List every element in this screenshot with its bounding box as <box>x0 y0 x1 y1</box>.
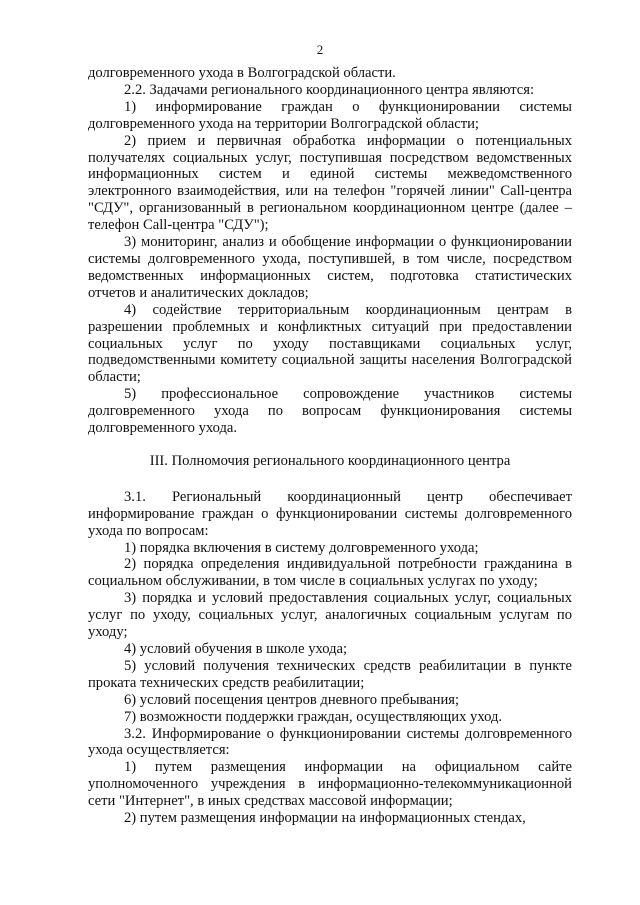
paragraph: 3) порядка и условий предоставления социальных услуг, социальных услуг по уходу, социальных услуг, аналогичных социальным услугам по уходу; <box>88 590 572 641</box>
paragraph: долговременного ухода в Волгоградской области. <box>88 65 396 81</box>
paragraph: 3.2. Информирование о функционировании системы долговременного ухода осуществляется: <box>88 725 572 759</box>
paragraph: 2) путем размещения информации на информационных стендах, <box>124 810 526 827</box>
paragraph: 2) прием и первичная обработка информации о потенциальных получателях социальных услуг, поступившая посредством ведомственных информационных систем и единой системы межведомственного электронного взаимодействия, или на телефон "горячей линии" Call-центра "СДУ", организованный в региональном координационном центре (далее – телефон Call-центра "СДУ"); <box>88 132 572 234</box>
paragraph: 2) порядка определения индивидуальной потребности гражданина в социальном обслуживании, в том числе в социальных услугах по уходу; <box>88 556 572 590</box>
paragraph: 1) порядка включения в систему долговременного ухода; <box>124 539 479 556</box>
paragraph: 5) условий получения технических средств реабилитации в пункте проката технических средств реабилитации; <box>88 657 572 691</box>
paragraph: 4) содействие территориальным координационным центрам в разрешении проблемных и конфликтных ситуаций при предоставлении социальных услуг по уходу поставщиками социальных услуг, подведомственными комитету социальной защиты населения Волгоградской области; <box>88 301 572 386</box>
paragraph: 4) условий обучения в школе ухода; <box>124 641 348 657</box>
paragraph: 6) условий посещения центров дневного пребывания; <box>124 691 460 708</box>
paragraph: 5) профессиональное сопровождение участников системы долговременного ухода по вопросам функционирования системы долговременного ухода. <box>88 386 572 437</box>
paragraph: 1) путем размещения информации на официальном сайте уполномоченного учреждения в информационно-телекоммуникационной сети "Интернет", в иных средствах массовой информации; <box>88 759 572 810</box>
paragraph: 3) мониторинг, анализ и обобщение информации о функционировании системы долговременного ухода, поступившей, в том числе, посредством ведомственных информационных систем, подготовка статистических отчетов и аналитических докладов; <box>88 234 572 301</box>
section-heading: III. Полномочия регионального координационного центра <box>149 452 511 469</box>
paragraph: 3.1. Региональный координационный центр обеспечивает информирование граждан о функционировании системы долговременного ухода по вопросам: <box>88 488 572 539</box>
paragraph: 1) информирование граждан о функционировании системы долговременного ухода на территории Волгоградской области; <box>88 98 572 132</box>
paragraph: 7) возможности поддержки граждан, осуществляющих уход. <box>124 708 503 725</box>
page-number: 2 <box>316 42 324 57</box>
document-body <box>88 65 572 827</box>
paragraph: 2.2. Задачами регионального координационного центра являются: <box>124 81 535 98</box>
